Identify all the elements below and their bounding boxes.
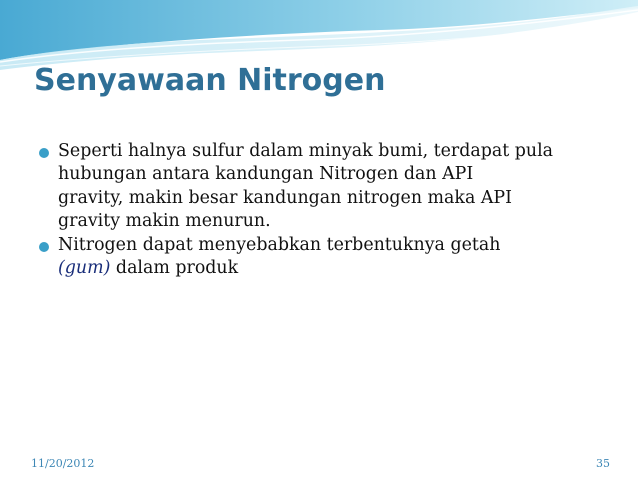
bullet-item-2 — [38, 234, 618, 281]
bullet-2-line-2 — [58, 257, 618, 280]
bullet-1-line-4: gravity makin menurun. — [58, 211, 271, 232]
bullet-text-1 — [58, 140, 618, 234]
bullet-1-line-2: hubungan antara kandungan Nitrogen dan API — [58, 164, 474, 185]
gum-term: (gum) — [58, 258, 111, 279]
bullet-item-1 — [38, 140, 618, 234]
bullet-2-line-2-rest: dalam produk — [110, 258, 239, 279]
bullet-1-line-3: gravity, makin besar kandungan nitrogen maka API — [58, 187, 512, 208]
footer-date: 11/20/2012 — [31, 457, 95, 470]
page-number: 35 — [596, 457, 610, 470]
bullet-icon — [39, 148, 49, 158]
header-wave-decoration — [0, 0, 638, 70]
bullet-icon — [39, 242, 49, 252]
bullet-2-line-1: Nitrogen dapat menyebabkan terbentuknya getah — [58, 234, 501, 255]
slide-title: Senyawaan Nitrogen — [34, 63, 386, 98]
bullet-1-line-1: Seperti halnya sulfur dalam minyak bumi, terdapat pula — [58, 141, 554, 161]
bullet-text-2 — [58, 234, 618, 281]
bullet-list — [38, 140, 618, 280]
